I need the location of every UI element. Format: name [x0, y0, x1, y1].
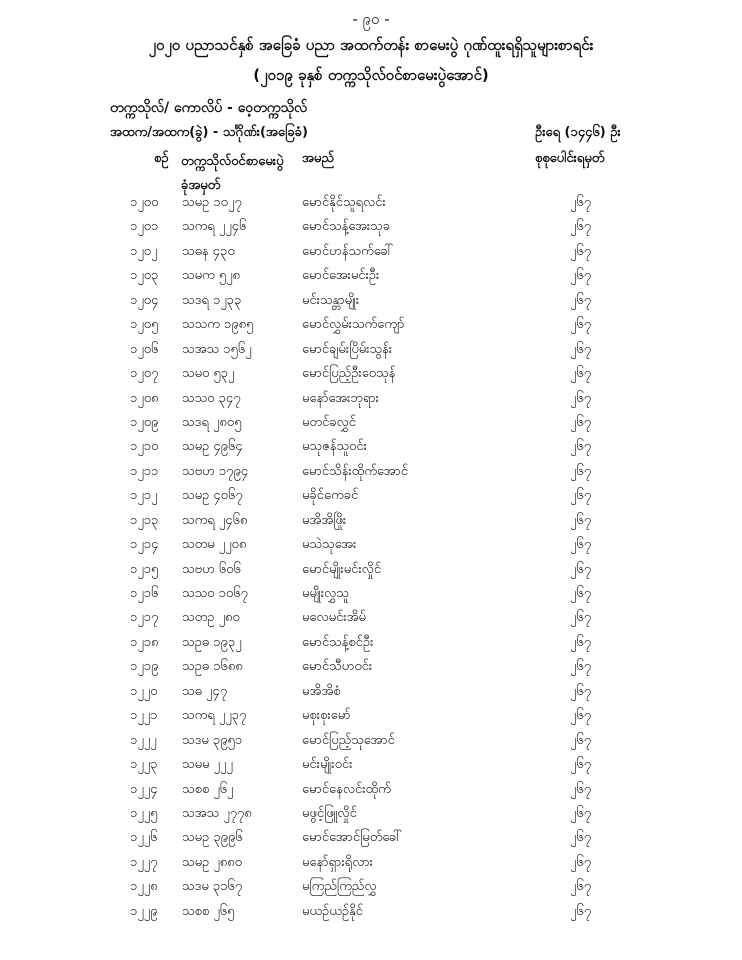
row-name: မစုးစုးမော်	[302, 708, 351, 724]
row-no: ၁၂၂၈	[130, 879, 158, 895]
row-roll-number: သမမ ၂၂၂	[182, 757, 233, 773]
row-name: မခိုင်ကေခင်	[302, 488, 359, 504]
row-name: မနော်ရှားရိုလား	[302, 854, 373, 870]
table-row	[0, 534, 742, 558]
table-row	[0, 705, 742, 729]
row-name: မအိအိဖြိုး	[302, 512, 347, 528]
row-total: ၂၆၇	[570, 243, 592, 259]
row-no: ၁၂၁၁	[130, 463, 159, 479]
document-subtitle: (၂၀၁၉ ခုနှစ် တက္ကသိုလ်ဝင်စာမေးပွဲအောင်)	[253, 66, 489, 84]
row-name: မောင်သန့်အေးသုခ	[302, 219, 391, 235]
row-total: ၂၆၇	[570, 732, 592, 748]
row-roll-number: သဓ ၂၄၇	[182, 683, 228, 699]
row-name: မောင်ပြည့်သုအောင်	[302, 732, 395, 748]
row-roll-number: သဗဟ ၆၀၆	[182, 561, 241, 577]
row-total: ၂၆၇	[570, 439, 592, 455]
row-roll-number: သမဥ ၂၈၈၀	[182, 854, 242, 870]
row-roll-number: သဓန ၄၃၀	[182, 243, 235, 259]
row-no: ၁၂၁၇	[130, 610, 159, 626]
row-roll-number: သအသ ၂၇၇၈	[182, 805, 252, 821]
table-row	[0, 852, 742, 876]
row-no: ၁၂၁၅	[130, 561, 159, 577]
row-no: ၁၂၀၈	[130, 390, 159, 406]
row-total: ၂၆၇	[570, 854, 592, 870]
row-name: မောင်သန့်စင်ဦး	[302, 634, 374, 650]
table-row	[0, 754, 742, 778]
table-row	[0, 485, 742, 509]
row-roll-number: သကရ ၂၄၆၈	[182, 512, 248, 528]
count-header: ဦးရေ (၁၄၄၆) ဦး	[535, 125, 621, 140]
row-no: ၁၂၂၀	[130, 683, 158, 699]
row-total: ၂၆၇	[570, 781, 592, 797]
table-row	[0, 461, 742, 485]
row-no: ၁၂၂၉	[130, 903, 158, 919]
row-name: မဖွင့်ဖြူလှိုင်	[302, 805, 357, 821]
row-name: မင်းသန္တာမျိုး	[302, 292, 360, 308]
row-total: ၂၆၇	[570, 610, 592, 626]
row-roll-number: သဒရ ၁၂၃၃	[182, 292, 242, 308]
row-name: မောင်သီဟဝင်း	[302, 659, 373, 675]
table-row	[0, 412, 742, 436]
row-total: ၂၆၇	[570, 537, 592, 553]
table-row	[0, 901, 742, 925]
row-name: မောင်ပြည့်ဦးဝေသုန်	[302, 366, 396, 382]
row-total: ၂၆၇	[570, 512, 592, 528]
row-roll-number: သကရ ၂၂၃၇	[182, 708, 247, 724]
row-name: မသဲသုအေး	[302, 537, 357, 553]
column-header-roll: တက္ကသိုလ်ဝင်စာမေးပွဲ ခုံအမှတ်	[181, 154, 284, 193]
row-total: ၂၆၇	[570, 219, 592, 235]
row-roll-number: သသဝ ၁၀၆၇	[182, 586, 248, 601]
row-total: ၂၆၇	[570, 634, 592, 650]
table-row	[0, 876, 742, 900]
document-title: ၂၀၂၀ ပညာသင်နှစ် အခြေခံ ပညာ အထက်တန်း စာမေးပွဲ ဂုဏ်ထူးရရှိသူများစာရင်း	[148, 36, 594, 54]
row-no: ၁၂၁၀	[130, 439, 159, 455]
row-roll-number: သဗဟ ၁၇၉၄	[182, 463, 249, 479]
table-row	[0, 314, 742, 338]
row-no: ၁၂၁၈	[130, 634, 159, 650]
row-no: ၁၂၁၂	[130, 488, 158, 504]
row-name: မကြည်ကြည်လွှ	[302, 879, 377, 895]
row-no: ၁၂၂၃	[130, 757, 158, 773]
results-table	[0, 192, 742, 925]
row-no: ၁၂၀၅	[130, 317, 159, 333]
table-row	[0, 339, 742, 363]
table-row	[0, 265, 742, 289]
row-total: ၂၆၇	[570, 708, 592, 724]
row-no: ၁၂၀၇	[130, 366, 159, 382]
table-row	[0, 241, 742, 265]
row-total: ၂၆၇	[570, 414, 592, 430]
row-roll-number: သမက ၅၂၈	[182, 268, 240, 284]
table-row	[0, 632, 742, 656]
row-no: ၁၂၁၃	[130, 512, 159, 528]
row-no: ၁၂၀၉	[130, 414, 159, 430]
row-roll-number: သတမ ၂၂၀၈	[182, 537, 247, 553]
row-total: ၂၆၇	[570, 805, 592, 821]
table-row	[0, 388, 742, 412]
row-no: ၁၂၁၄	[130, 537, 159, 553]
row-total: ၂၆၇	[570, 292, 592, 308]
row-no: ၁၂၂၇	[130, 854, 158, 870]
row-name: မမျိုးလွှသူ	[302, 586, 349, 601]
row-roll-number: သမဥ ၄၉၆၄	[182, 439, 243, 455]
row-name: မောင်သိန်းထိုက်အောင်	[302, 463, 408, 479]
row-no: ၁၂၂၂	[130, 732, 157, 748]
row-roll-number: သဥဓ ၁၆၈၈	[182, 659, 243, 675]
row-total: ၂၆၇	[570, 366, 592, 382]
row-total: ၂၆၇	[570, 268, 592, 284]
table-row	[0, 607, 742, 631]
row-total: ၂၆၇	[570, 879, 592, 895]
row-name: မတင်ခလွှင်	[302, 414, 357, 430]
row-roll-number: သစစ ၂၆၂	[182, 781, 234, 797]
row-no: ၁၂၁၉	[130, 659, 159, 675]
row-name: မနော်အေးဘုရား	[302, 390, 379, 406]
row-name: မအိအိစံ	[302, 683, 341, 699]
row-total: ၂၆၇	[570, 341, 592, 357]
row-total: ၂၆၇	[570, 195, 592, 210]
row-roll-number: သသက ၁၉၈၅	[182, 317, 254, 333]
school-header: အထက/အထက(ခွဲ) - သင်္ဂိုဏ်း(အခြေခံ)	[110, 125, 308, 140]
column-header-total: စုစုပေါင်းရမှတ်	[535, 151, 605, 166]
row-total: ၂၆၇	[570, 683, 592, 699]
table-row	[0, 363, 742, 387]
row-roll-number: သဥဓ ၁၉၃၂	[182, 634, 242, 650]
row-no: ၁၂၀၄	[130, 292, 159, 308]
row-no: ၁၂၁၆	[130, 586, 159, 601]
table-row	[0, 681, 742, 705]
row-total: ၂၆၇	[570, 659, 592, 675]
table-row	[0, 730, 742, 754]
row-roll-number: သအသ ၁၅၆၂	[182, 341, 252, 357]
row-name: မလေမင်းအိမ်	[302, 610, 366, 626]
row-no: ၁၂၀၂	[130, 243, 158, 259]
page-number: - ၉၀ -	[352, 10, 390, 28]
row-no: ၁၂၂၅	[130, 805, 158, 821]
row-name: မင်းမျိုးဝင်း	[302, 757, 353, 773]
row-no: ၁၂၂၆	[130, 830, 158, 846]
column-header-no: စဉ်	[154, 151, 169, 166]
row-roll-number: သတဥ ၂၈၀	[182, 610, 240, 626]
table-row	[0, 559, 742, 583]
row-no: ၁၂၂၁	[130, 708, 158, 724]
row-name: မောင်အေးမင်းဦး	[302, 268, 380, 284]
row-total: ၂၆၇	[570, 488, 592, 504]
row-roll-number: သမဝ ၅၃၂	[182, 366, 235, 382]
row-name: မောင်ချမ်းပြိမ်းသွန်း	[302, 341, 393, 357]
row-name: မောင်အောင်မြတ်ခေါ်	[302, 830, 403, 846]
university-line: တက္ကသိုလ်/ ကောလိပ် - ဝေ့တက္ကသိုလ်	[110, 100, 308, 116]
row-no: ၁၂၂၄	[130, 781, 158, 797]
table-row	[0, 656, 742, 680]
row-name: မယဉ်ယဉ်နိုင်	[302, 903, 364, 919]
table-row	[0, 510, 742, 534]
row-roll-number: သမဥ ၁၀၂၇	[182, 195, 242, 210]
table-row	[0, 779, 742, 803]
row-no: ၁၂၀၀	[130, 195, 159, 210]
row-total: ၂၆၇	[570, 903, 592, 919]
row-total: ၂၆၇	[570, 463, 592, 479]
row-total: ၂၆၇	[570, 757, 592, 773]
row-total: ၂၆၇	[570, 390, 592, 406]
row-total: ၂၆၇	[570, 561, 592, 577]
row-total: ၂၆၇	[570, 317, 592, 333]
row-roll-number: သဒမ ၃၁၆၇	[182, 879, 243, 895]
row-roll-number: သကရ ၂၂၄၆	[182, 219, 247, 235]
row-total: ၂၆၇	[570, 830, 592, 846]
table-row	[0, 192, 742, 216]
row-name: မောင်နေလင်းထိုက်	[302, 781, 391, 797]
row-roll-number: သဒရ ၂၈၀၅	[182, 414, 242, 430]
column-header-name: အမည်	[302, 151, 334, 166]
row-name: မောင်နိုင်သူရလင်း	[302, 195, 386, 210]
table-row	[0, 290, 742, 314]
row-roll-number: သစစ ၂၆၅	[182, 903, 235, 919]
row-no: ၁၂၀၃	[130, 268, 159, 284]
row-total: ၂၆၇	[570, 586, 592, 601]
row-roll-number: သသဝ ၃၄၇	[182, 390, 241, 406]
row-roll-number: သမဥ ၄၀၆၇	[182, 488, 243, 504]
row-no: ၁၂၀၆	[130, 341, 159, 357]
table-row	[0, 583, 742, 607]
table-row	[0, 216, 742, 240]
row-name: မသုဇန်သူဝင်း	[302, 439, 367, 455]
table-row	[0, 436, 742, 460]
table-row	[0, 803, 742, 827]
table-row	[0, 827, 742, 851]
row-name: မောင်ဟန်သက်ခေါ်	[302, 243, 394, 259]
row-roll-number: သမဥ ၃၉၉၆	[182, 830, 243, 846]
row-name: မောင်လွှမ်းသက်ကျော်	[302, 317, 405, 333]
row-no: ၁၂၀၁	[130, 219, 159, 235]
row-roll-number: သဒမ ၃၉၅၁	[182, 732, 243, 748]
row-name: မောင်မျိုးမင်းလှိုင်	[302, 561, 382, 577]
